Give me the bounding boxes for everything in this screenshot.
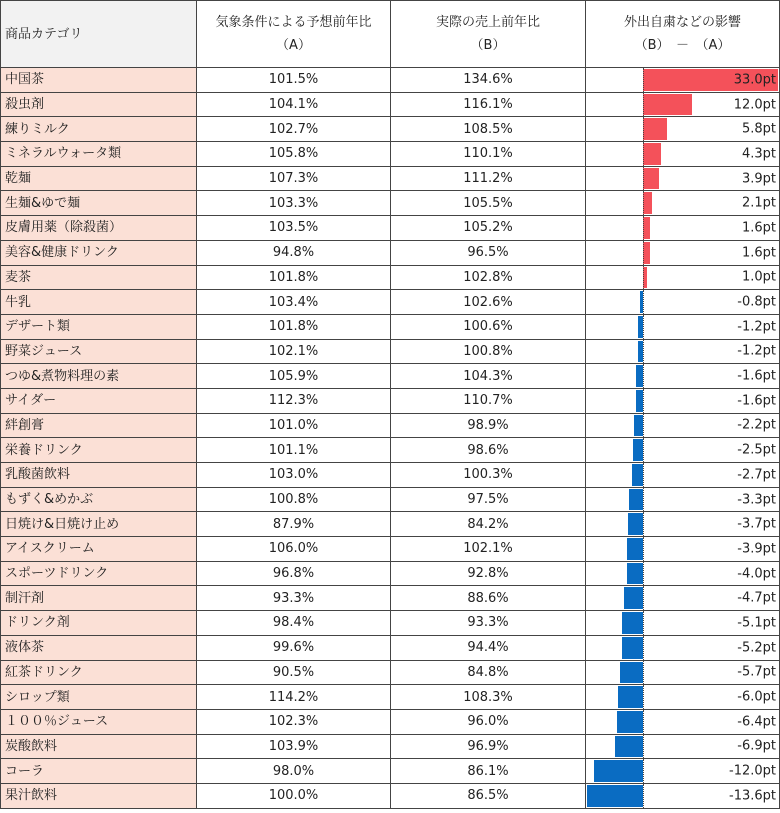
forecast-cell: 103.4% [197,290,391,315]
table-row [1,339,780,364]
actual-cell: 94.4% [391,635,586,660]
category-cell: 日焼け&日焼け止め [1,512,197,537]
impact-bar-negative [627,538,643,560]
impact-cell [586,290,780,315]
impact-bar-negative [594,760,643,782]
forecast-cell: 96.8% [197,561,391,586]
impact-cell [586,388,780,413]
table-row [1,783,780,808]
table-row [1,290,780,315]
forecast-cell: 105.9% [197,364,391,389]
table-row [1,463,780,488]
impact-bar-negative [615,736,643,758]
category-cell: 殺虫剤 [1,92,197,117]
forecast-cell: 94.8% [197,240,391,265]
forecast-cell: 101.1% [197,438,391,463]
impact-cell [586,709,780,734]
table-row [1,413,780,438]
actual-cell: 93.3% [391,611,586,636]
impact-label: 1.6pt [741,220,776,236]
forecast-cell: 87.9% [197,512,391,537]
impact-label: -3.3pt [737,492,776,508]
category-cell: 練りミルク [1,117,197,142]
category-cell: スポーツドリンク [1,561,197,586]
zero-axis-line [643,710,644,734]
impact-cell [586,265,780,290]
zero-axis-line [643,191,644,215]
impact-bar-negative [622,612,643,634]
impact-cell [586,413,780,438]
impact-cell [586,314,780,339]
header-impact [586,1,780,68]
impact-cell [586,117,780,142]
impact-label: -2.5pt [737,442,776,458]
table-row [1,265,780,290]
impact-bar-negative [620,662,643,684]
impact-bar-negative [628,513,643,535]
actual-cell: 86.1% [391,759,586,784]
impact-cell [586,635,780,660]
category-cell: 液体茶 [1,635,197,660]
impact-label: -6.0pt [737,689,776,705]
impact-bar-negative [627,563,643,585]
zero-axis-line [643,759,644,783]
zero-axis-line [643,315,644,339]
header-forecast-title: 気象条件による予想前年比 [215,15,372,30]
forecast-cell: 90.5% [197,660,391,685]
category-cell: 紅茶ドリンク [1,660,197,685]
actual-cell: 88.6% [391,586,586,611]
category-cell: 果汁飲料 [1,783,197,808]
impact-bar-negative [636,390,643,412]
actual-cell: 108.3% [391,685,586,710]
header-forecast-sub: （A） [276,38,311,53]
category-cell: シロップ類 [1,685,197,710]
impact-bar-negative [634,415,643,437]
impact-label: 1.0pt [741,269,776,285]
impact-label: -3.9pt [737,541,776,557]
table-row [1,611,780,636]
impact-label: -1.6pt [737,393,776,409]
impact-cell [586,142,780,167]
forecast-cell: 102.7% [197,117,391,142]
impact-cell [586,561,780,586]
zero-axis-line [643,68,644,92]
category-cell: 皮膚用薬（除殺菌） [1,216,197,241]
forecast-cell: 103.5% [197,216,391,241]
actual-cell: 100.3% [391,463,586,488]
forecast-cell: 98.0% [197,759,391,784]
forecast-cell: 103.3% [197,191,391,216]
impact-label: 5.8pt [741,121,776,137]
impact-cell [586,191,780,216]
category-cell: デザート類 [1,314,197,339]
impact-bar-negative [618,686,643,708]
category-cell: コーラ [1,759,197,784]
zero-axis-line [643,661,644,685]
table-row [1,388,780,413]
impact-label: -12.0pt [729,763,776,779]
forecast-cell: 100.8% [197,487,391,512]
table-row [1,438,780,463]
category-cell: 炭酸飲料 [1,734,197,759]
impact-cell [586,537,780,562]
impact-bar-positive [643,94,692,116]
table-body [1,68,780,809]
impact-cell [586,68,780,93]
zero-axis-line [643,537,644,561]
table-row [1,364,780,389]
actual-cell: 102.1% [391,537,586,562]
forecast-cell: 101.8% [197,314,391,339]
impact-label: 12.0pt [733,97,776,113]
zero-axis-line [643,167,644,191]
table-row [1,561,780,586]
header-impact-title: 外出自粛などの影響 [623,15,741,30]
impact-bar-negative [617,711,643,733]
actual-cell: 104.3% [391,364,586,389]
zero-axis-line [643,586,644,610]
impact-cell [586,685,780,710]
header-forecast [197,1,391,68]
impact-label: -6.9pt [737,738,776,754]
impact-label: -2.7pt [737,467,776,483]
zero-axis-line [643,735,644,759]
impact-bar-positive [643,168,659,190]
header-row [1,1,780,68]
zero-axis-line [643,389,644,413]
impact-bar-negative [636,365,643,387]
forecast-cell: 102.3% [197,709,391,734]
actual-cell: 111.2% [391,166,586,191]
zero-axis-line [643,364,644,388]
header-actual-title: 実際の売上前年比 [435,15,540,30]
impact-cell [586,660,780,685]
forecast-cell: 100.0% [197,783,391,808]
category-cell: １００％ジュース [1,709,197,734]
impact-bar-negative [633,439,643,461]
table-row [1,635,780,660]
impact-bar-positive [643,192,652,214]
zero-axis-line [643,266,644,290]
zero-axis-line [643,414,644,438]
zero-axis-line [643,636,644,660]
impact-cell [586,364,780,389]
actual-cell: 110.7% [391,388,586,413]
table-row [1,240,780,265]
table-row [1,117,780,142]
table-row [1,709,780,734]
forecast-cell: 105.8% [197,142,391,167]
header-actual-sub: （B） [470,38,506,53]
table-row [1,759,780,784]
impact-cell [586,734,780,759]
impact-label: -3.7pt [737,516,776,532]
impact-cell [586,759,780,784]
actual-cell: 86.5% [391,783,586,808]
table-row [1,685,780,710]
impact-label: -13.6pt [729,788,776,804]
impact-label: 33.0pt [733,72,776,88]
actual-cell: 108.5% [391,117,586,142]
zero-axis-line [643,611,644,635]
actual-cell: 84.2% [391,512,586,537]
forecast-cell: 107.3% [197,166,391,191]
category-cell: 牛乳 [1,290,197,315]
impact-label: -5.7pt [737,664,776,680]
zero-axis-line [643,512,644,536]
actual-cell: 96.0% [391,709,586,734]
category-cell: ミネラルウォータ類 [1,142,197,167]
table-row [1,68,780,93]
forecast-cell: 98.4% [197,611,391,636]
impact-label: -4.7pt [737,590,776,606]
impact-bar-negative [624,587,643,609]
impact-bar-negative [622,637,643,659]
zero-axis-line [643,340,644,364]
actual-cell: 100.6% [391,314,586,339]
forecast-cell: 114.2% [197,685,391,710]
impact-cell [586,216,780,241]
zero-axis-line [643,216,644,240]
impact-cell [586,166,780,191]
actual-cell: 110.1% [391,142,586,167]
impact-cell [586,586,780,611]
impact-label: -1.2pt [737,319,776,335]
impact-bar-positive [643,143,661,165]
actual-cell: 98.6% [391,438,586,463]
category-cell: 制汗剤 [1,586,197,611]
impact-bar-positive [643,118,667,140]
header-category: 商品カテゴリ [1,1,197,68]
category-cell: 野菜ジュース [1,339,197,364]
header-actual [391,1,586,68]
impact-cell [586,611,780,636]
category-cell: 乳酸菌飲料 [1,463,197,488]
table-row [1,487,780,512]
zero-axis-line [643,290,644,314]
impact-label: -0.8pt [737,294,776,310]
zero-axis-line [643,685,644,709]
impact-label: -2.2pt [737,417,776,433]
forecast-cell: 93.3% [197,586,391,611]
impact-label: 2.1pt [741,195,776,211]
actual-cell: 96.5% [391,240,586,265]
actual-cell: 105.2% [391,216,586,241]
impact-cell [586,487,780,512]
table-row [1,734,780,759]
category-cell: サイダー [1,388,197,413]
forecast-cell: 103.0% [197,463,391,488]
category-cell: 乾麺 [1,166,197,191]
impact-bar-negative [587,785,643,807]
forecast-cell: 112.3% [197,388,391,413]
actual-cell: 100.8% [391,339,586,364]
actual-cell: 116.1% [391,92,586,117]
forecast-cell: 101.8% [197,265,391,290]
impact-cell [586,463,780,488]
table-row [1,537,780,562]
actual-cell: 84.8% [391,660,586,685]
actual-cell: 134.6% [391,68,586,93]
category-cell: 美容&健康ドリンク [1,240,197,265]
impact-label: -4.0pt [737,566,776,582]
impact-label: -1.2pt [737,343,776,359]
category-cell: 麦茶 [1,265,197,290]
zero-axis-line [643,438,644,462]
zero-axis-line [643,241,644,265]
actual-cell: 102.6% [391,290,586,315]
category-cell: 絆創膏 [1,413,197,438]
forecast-cell: 101.5% [197,68,391,93]
impact-label: 3.9pt [741,171,776,187]
impact-cell [586,438,780,463]
zero-axis-line [643,488,644,512]
forecast-cell: 101.0% [197,413,391,438]
actual-cell: 96.9% [391,734,586,759]
table-row [1,586,780,611]
actual-cell: 98.9% [391,413,586,438]
impact-cell [586,240,780,265]
zero-axis-line [643,93,644,117]
forecast-cell: 99.6% [197,635,391,660]
header-impact-sub: （B） － （A） [634,38,731,53]
forecast-cell: 106.0% [197,537,391,562]
impact-bar-negative [632,464,643,486]
impact-label: 1.6pt [741,245,776,261]
table-row [1,660,780,685]
category-cell: 生麺&ゆで麺 [1,191,197,216]
table-row [1,512,780,537]
zero-axis-line [643,463,644,487]
category-cell: 栄養ドリンク [1,438,197,463]
actual-cell: 97.5% [391,487,586,512]
category-cell: 中国茶 [1,68,197,93]
forecast-cell: 103.9% [197,734,391,759]
actual-cell: 105.5% [391,191,586,216]
table-row [1,314,780,339]
table-row [1,92,780,117]
impact-label: -1.6pt [737,368,776,384]
impact-cell [586,512,780,537]
actual-cell: 92.8% [391,561,586,586]
impact-bar-negative [629,489,643,511]
impact-label: 4.3pt [741,146,776,162]
zero-axis-line [643,142,644,166]
impact-cell [586,339,780,364]
impact-label: -6.4pt [737,714,776,730]
table-row [1,166,780,191]
table-row [1,191,780,216]
actual-cell: 102.8% [391,265,586,290]
impact-cell [586,92,780,117]
impact-label: -5.1pt [737,615,776,631]
category-cell: アイスクリーム [1,537,197,562]
forecast-cell: 102.1% [197,339,391,364]
category-cell: つゆ&煮物料理の素 [1,364,197,389]
zero-axis-line [643,562,644,586]
zero-axis-line [643,784,644,808]
impact-label: -5.2pt [737,640,776,656]
zero-axis-line [643,117,644,141]
forecast-cell: 104.1% [197,92,391,117]
category-cell: ドリンク剤 [1,611,197,636]
impact-cell [586,783,780,808]
table-row [1,216,780,241]
table-row [1,142,780,167]
category-cell: もずく&めかぶ [1,487,197,512]
